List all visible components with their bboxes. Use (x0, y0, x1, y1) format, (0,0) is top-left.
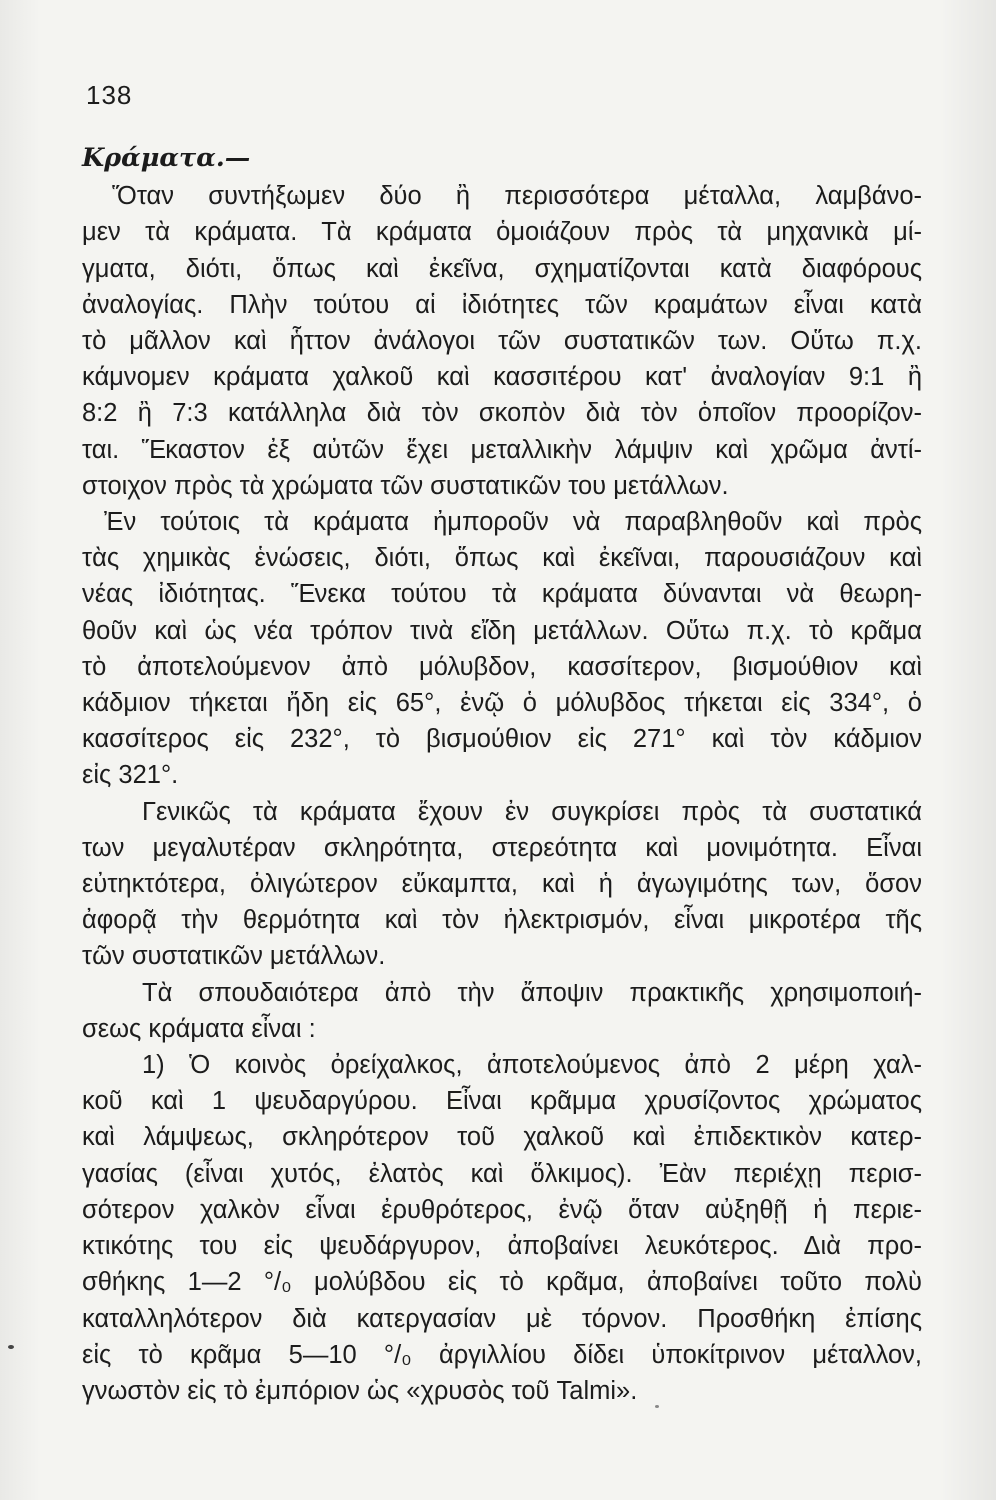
text-line: θοῦν καὶ ὡς νέα τρόπον τινὰ εἴδη μετάλλων. Οὕτω π.χ. τὸ κρᾶμα (82, 616, 922, 645)
text-line: 8:2 ἢ 7:3 κατάλληλα διὰ τὸν σκοπὸν διὰ τὸν ὁποῖον προορίζον- (82, 399, 922, 428)
ink-speck (655, 1405, 659, 1408)
text-line: τῶν συστατικῶν μετάλλων. (82, 942, 386, 971)
text-line: κασσίτερος εἰς 232°, τὸ βισμούθιον εἰς 271° καὶ τὸν κάδμιον (82, 725, 922, 754)
ink-speck (8, 1345, 14, 1349)
text-line: 1) Ὁ κοινὸς ὀρείχαλκος, ἀποτελούμενος ἀπὸ 2 μέρη χαλ- (142, 1051, 922, 1080)
text-line: εἰς 321°. (82, 761, 179, 790)
text-line: γνωστὸν εἰς τὸ ἐμπόριον ὡς «χρυσὸς τοῦ Talmi». (82, 1376, 638, 1405)
text-line: εὐτηκτότερα, ὀλιγώτερον εὔκαμπτα, καὶ ἡ ἀγωγιμότης των, ὅσον (82, 870, 922, 899)
text-line: ται. Ἕκαστον ἐξ αὐτῶν ἔχει μεταλλικὴν λάμψιν καὶ χρῶμα ἀντί- (82, 435, 922, 464)
text-line: κάδμιον τήκεται ἤδη εἰς 65°, ἐνῷ ὁ μόλυβδος τήκεται εἰς 334°, ὁ (82, 689, 922, 718)
section-heading: Κράματα.— (82, 143, 251, 173)
text-line: των μεγαλυτέραν σκληρότητα, στερεότητα καὶ μονιμότητα. Εἶναι (82, 833, 922, 862)
text-line: ἀφορᾷ τὴν θερμότητα καὶ τὸν ἠλεκτρισμόν, εἶναι μικροτέρα τῆς (82, 906, 922, 935)
text-line: τὰς χημικὰς ἑνώσεις, διότι, ὅπως καὶ ἐκεῖναι, παρουσιάζουν καὶ (82, 544, 922, 573)
text-line: νέας ἰδιότητας. Ἕνεκα τούτου τὰ κράματα δύνανται νὰ θεωρη- (82, 580, 922, 609)
body-text (82, 140, 922, 1409)
text-line: σεως κράματα εἶναι : (82, 1014, 316, 1043)
text-line: μεν τὰ κράματα. Τὰ κράματα ὁμοιάζουν πρὸς τὰ μηχανικὰ μί- (82, 218, 922, 247)
paragraph-4 (82, 975, 922, 1047)
paragraph-3 (82, 794, 922, 975)
text-line: τὸ ἀποτελούμενον ἀπὸ μόλυβδον, κασσίτερον, βισμούθιον καὶ (82, 652, 922, 681)
text-line: καταλληλότερον διὰ κατεργασίαν μὲ τόρνον. Προσθήκη ἐπίσης (82, 1304, 922, 1333)
text-line: γματα, διότι, ὅπως καὶ ἐκεῖνα, σχηματίζονται κατὰ διαφόρους (82, 254, 922, 283)
text-line: ἀναλογίας. Πλὴν τούτου αἱ ἰδιότητες τῶν κραμάτων εἶναι κατὰ (82, 290, 922, 319)
page-number: 138 (86, 80, 133, 110)
text-line: κάμνομεν κράματα χαλκοῦ καὶ κασσιτέρου κατ' ἀναλογίαν 9:1 ἢ (82, 363, 922, 392)
text-line: καὶ λάμψεως, σκληρότερον τοῦ χαλκοῦ καὶ ἐπιδεκτικὸν κατερ- (82, 1123, 922, 1152)
text-line: σότερον χαλκὸν εἶναι ἐρυθρότερος, ἐνῷ ὅταν αὐξηθῇ ἡ περιε- (82, 1195, 922, 1224)
text-line: τὸ μᾶλλον καὶ ἧττον ἀνάλογοι τῶν συστατικῶν των. Οὕτω π.χ. (82, 327, 922, 356)
text-line: εἰς τὸ κρᾶμα 5—10 °/₀ ἀργιλλίου δίδει ὑποκίτρινον μέταλλον, (82, 1340, 922, 1369)
text-line: σθήκης 1—2 °/₀ μολύβδου εἰς τὸ κρᾶμα, ἀποβαίνει τοῦτο πολὺ (82, 1268, 922, 1297)
text-line: Ὅταν συντήξωμεν δύο ἢ περισσότερα μέταλλα, λαμβάνο- (112, 182, 922, 211)
paragraph-5 (82, 1047, 922, 1409)
text-line: κτικότης του εἰς ψευδάργυρον, ἀποβαίνει λευκότερος. Διὰ προ- (82, 1232, 922, 1261)
text-line: κοῦ καὶ 1 ψευδαργύρου. Εἶναι κρᾶμμα χρυσίζοντος χρώματος (82, 1087, 922, 1116)
text-line: Ἐν τούτοις τὰ κράματα ἠμποροῦν νὰ παραβληθοῦν καὶ πρὸς (104, 508, 922, 537)
text-line: Τὰ σπουδαιότερα ἀπὸ τὴν ἄποψιν πρακτικῆς χρησιμοποιή- (142, 978, 922, 1007)
paragraph-1 (82, 178, 922, 504)
text-line: Γενικῶς τὰ κράματα ἔχουν ἐν συγκρίσει πρὸς τὰ συστατικά (142, 797, 922, 826)
text-line: στοιχον πρὸς τὰ χρώματα τῶν συστατικῶν του μετάλλων. (82, 471, 729, 500)
paragraph-2 (82, 504, 922, 794)
text-line: γασίας (εἶναι χυτός, ἐλατὸς καὶ ὅλκιμος). Ἐὰν περιέχῃ περισ- (82, 1159, 922, 1188)
